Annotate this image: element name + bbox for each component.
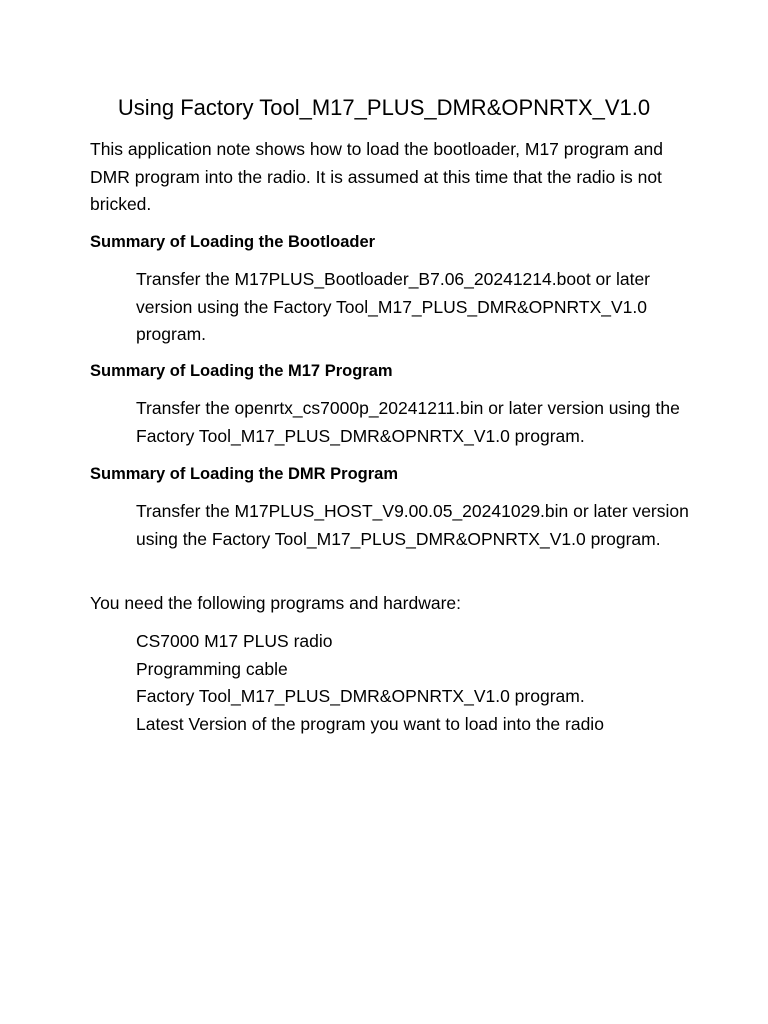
section-body-bootloader: Transfer the M17PLUS_Bootloader_B7.06_20241214.boot or later version using the Factory Tool_M17_PLUS_DMR&OPNRTX_V1.0 program.: [136, 269, 651, 344]
section-heading-dmr-program: Summary of Loading the DMR Program: [90, 465, 399, 483]
requirements-list: [136, 628, 716, 738]
document-title: Using Factory Tool_M17_PLUS_DMR&OPNRTX_V1.0: [117, 95, 651, 120]
section-body-m17-program: Transfer the openrtx_cs7000p_20241211.bin or later version using the Factory Tool_M17_PLUS_DMR&OPNRTX_V1.0 program.: [136, 398, 680, 446]
requirement-item: Programming cable: [136, 658, 288, 679]
requirement-item: CS7000 M17 PLUS radio: [136, 631, 333, 651]
intro-paragraph: This application note shows how to load the bootloader, M17 program and DMR program into the radio. It is assumed at this time that the radio is not bricked.: [90, 139, 663, 214]
requirements-intro: You need the following programs and hardware:: [90, 593, 461, 613]
requirement-item: Latest Version of the program you want to load into the radio: [136, 713, 604, 734]
section-body-dmr-program: Transfer the M17PLUS_HOST_V9.00.05_20241029.bin or later version using the Factory Tool_M17_PLUS_DMR&OPNRTX_V1.0 program.: [136, 501, 689, 549]
section-heading-bootloader: Summary of Loading the Bootloader: [90, 233, 376, 251]
requirement-item: Factory Tool_M17_PLUS_DMR&OPNRTX_V1.0 program.: [136, 686, 585, 706]
section-heading-m17-program: Summary of Loading the M17 Program: [90, 362, 393, 380]
